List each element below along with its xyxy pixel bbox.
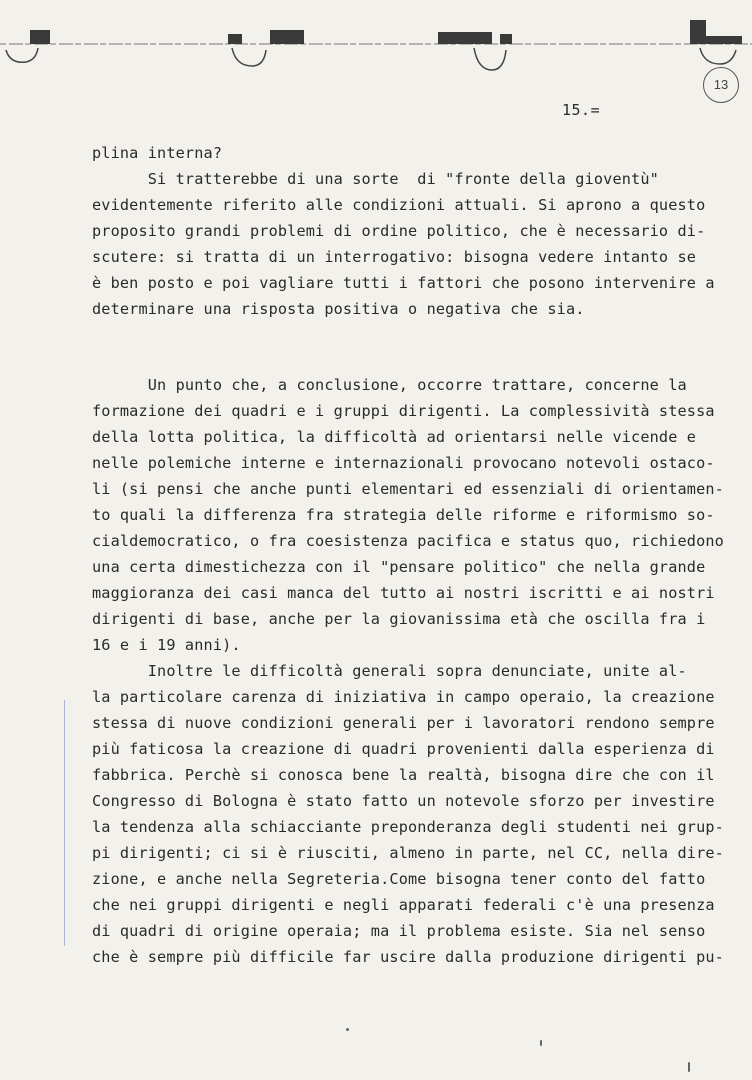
text-line: li (si pensi che anche punti elementari ed essenziali di orientamen- (92, 480, 724, 498)
text-line: più faticosa la creazione di quadri provenienti dalla esperienza di (92, 740, 715, 758)
text-line: scutere: si tratta di un interrogativo: bisogna vedere intanto se (92, 248, 697, 266)
text-line: Inoltre le difficoltà generali sopra denunciate, unite al- (92, 662, 687, 680)
scan-speck (346, 1028, 349, 1031)
binder-clip-marks (0, 0, 752, 80)
text-line: stessa di nuove condizioni generali per i lavoratori rendono sempre (92, 714, 715, 732)
text-line: è ben posto e poi vagliare tutti i fattori che posono intervenire a (92, 274, 715, 292)
text-line: 16 e i 19 anni). (92, 636, 241, 654)
text-line: la tendenza alla schiacciante preponderanza degli studenti nei grup- (92, 818, 724, 836)
scan-speck (540, 1040, 542, 1046)
text-line: formazione dei quadri e i gruppi dirigenti. La complessività stessa (92, 402, 715, 420)
text-line: plina interna? (92, 144, 223, 162)
text-line: della lotta politica, la difficoltà ad orientarsi nelle vicende e (92, 428, 697, 446)
text-line: la particolare carenza di iniziativa in campo operaio, la creazione (92, 688, 715, 706)
text-line: maggioranza dei casi manca del tutto ai nostri iscritti e ai nostri (92, 584, 715, 602)
text-line: to quali la differenza fra strategia delle riforme e riformismo so- (92, 506, 715, 524)
text-line: che è sempre più difficile far uscire dalla produzione dirigenti pu- (92, 948, 724, 966)
text-line: Congresso di Bologna è stato fatto un notevole sforzo per investire (92, 792, 715, 810)
text-line: fabbrica. Perchè si conosca bene la realtà, bisogna dire che con il (92, 766, 715, 784)
text-line: evidentemente riferito alle condizioni attuali. Si aprono a questo (92, 196, 706, 214)
text-line: proposito grandi problemi di ordine politico, che è necessario di- (92, 222, 706, 240)
margin-pencil-mark (64, 700, 65, 946)
text-line: una certa dimestichezza con il "pensare politico" che nella grande (92, 558, 706, 576)
text-line: Un punto che, a conclusione, occorre trattare, concerne la (92, 376, 687, 394)
page-number: 15.= (562, 101, 601, 119)
scan-speck (688, 1062, 690, 1072)
text-line: nelle polemiche interne e internazionali provocano notevoli ostaco- (92, 454, 715, 472)
text-line: Si tratterebbe di una sorte di "fronte della gioventù" (92, 170, 659, 188)
text-line: dirigenti di base, anche per la giovanissima età che oscilla fra i (92, 610, 706, 628)
text-line: zione, e anche nella Segreteria.Come bisogna tener conto del fatto (92, 870, 706, 888)
text-line: di quadri di origine operaia; ma il problema esiste. Sia nel senso (92, 922, 706, 940)
text-line: che nei gruppi dirigenti e negli apparati federali c'è una presenza (92, 896, 715, 914)
text-line: cialdemocratico, o fra coesistenza pacifica e status quo, richiedono (92, 532, 724, 550)
text-line: determinare una risposta positiva o negativa che sia. (92, 300, 585, 318)
archive-stamp: 13 (703, 67, 739, 103)
text-line: pi dirigenti; ci si è riusciti, almeno in parte, nel CC, nella dire- (92, 844, 724, 862)
